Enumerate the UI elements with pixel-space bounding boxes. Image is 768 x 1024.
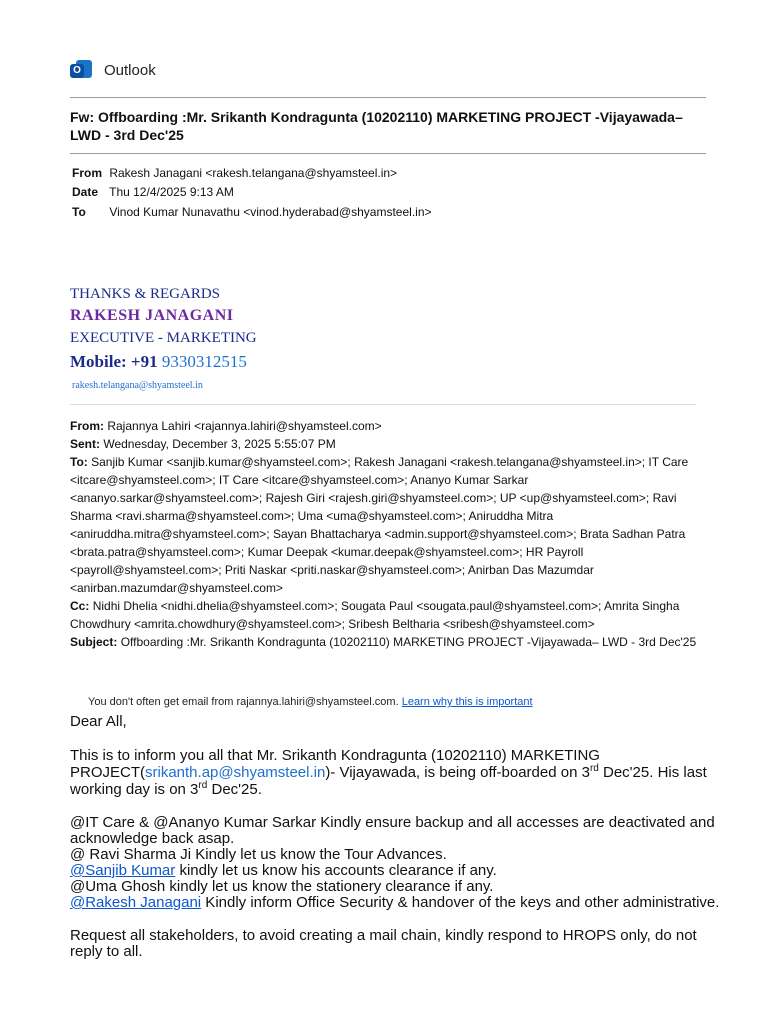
external-sender-warning: [88, 696, 533, 708]
body-line-uma: @Uma Ghosh kindly let us know the stationery clearance if any.: [70, 878, 494, 895]
signature-name: RAKESH JANAGANI: [70, 307, 234, 324]
warning-text: You don't often get email from rajannya.lahiri@shyamsteel.com.: [88, 696, 399, 708]
mention-sanjib-kumar[interactable]: @Sanjib Kumar: [70, 862, 176, 879]
divider: [70, 97, 706, 98]
body-text: Kindly inform Office Security & handover of the keys and other administrative.: [201, 894, 720, 911]
fwd-subject-label: Subject:: [70, 635, 118, 649]
body-line-rakesh: [70, 895, 720, 911]
signature-email-link[interactable]: rakesh.telangana@shyamsteel.in: [72, 380, 203, 391]
fwd-to: Sanjib Kumar <sanjib.kumar@shyamsteel.com>; Rakesh Janagani <rakesh.telangana@shyamsteel.in>; IT Care <itcare@shyamsteel.com>; IT Care <itcare@shyamsteel.com>; Ananyo Kumar Sarkar <ananyo.sarkar@shyamsteel.com>; Rajesh Giri <rajesh.giri@shyamsteel.com>; UP <up@shyamsteel.com>; Ravi Sharma <ravi.sharma@shyamsteel.com>; Uma <uma@shyamsteel.com>; Aniruddha Mitra <aniruddha.mitra@shyamsteel.com>; Sayan Bhattacharya <admin.support@shyamsteel.com>; Brata Sadhan Patra <brata.patra@shyamsteel.com>; Kumar Deepak <kumar.deepak@shyamsteel.com>; HR Payroll <payroll@shyamsteel.com>; Priti Naskar <priti.naskar@shyamsteel.com>; Anirban Das Mazumdar <anirban.mazumdar@shyamsteel.com>: [70, 455, 689, 595]
fwd-sent: Wednesday, December 3, 2025 5:55:07 PM: [103, 437, 336, 451]
app-header: [70, 58, 156, 82]
to-row: [72, 204, 432, 220]
body-text: Dec'25. His last working day is on 3: [70, 764, 707, 798]
to-value[interactable]: Vinod Kumar Nunavathu <vinod.hyderabad@shyamsteel.in>: [109, 205, 432, 219]
body-line-it-care: @IT Care & @Ananyo Kumar Sarkar Kindly ensure backup and all accesses are deactivated and acknowledge back asap.: [70, 814, 715, 847]
mobile-number-link[interactable]: 9330312515: [161, 352, 247, 371]
closing-paragraph: Request all stakeholders, to avoid creating a mail chain, kindly respond to HROPS only, do not reply to all.: [70, 927, 697, 960]
signature-mobile: [70, 352, 247, 372]
email-subject: Fw: Offboarding :Mr. Srikanth Kondragunta (10202110) MARKETING PROJECT -Vijayawada– LWD - 3rd Dec'25: [70, 109, 683, 143]
superscript: rd: [589, 763, 599, 774]
fwd-from-label: From:: [70, 419, 104, 433]
outlook-logo-icon: O: [70, 58, 94, 82]
body-text: kindly let us know his accounts clearance if any.: [175, 862, 497, 879]
greeting: Dear All,: [70, 713, 127, 730]
to-label: To: [72, 205, 86, 219]
body-text: )- Vijayawada, is being off-boarded on 3: [325, 764, 590, 781]
body-line-sanjib: [70, 863, 720, 879]
fwd-subject: Offboarding :Mr. Srikanth Kondragunta (10202110) MARKETING PROJECT -Vijayawada– LWD - 3rd Dec'25: [120, 635, 697, 649]
email-body: [70, 714, 720, 960]
fwd-cc: Nidhi Dhelia <nidhi.dhelia@shyamsteel.com>; Sougata Paul <sougata.paul@shyamsteel.com>; Amrita Singha Chowdhury <amrita.chowdhury@shyamsteel.com>; Sribesh Beltharia <sribesh@shyamsteel.com>: [70, 599, 680, 631]
superscript: rd: [198, 780, 208, 791]
body-paragraph-1: [70, 747, 720, 798]
from-value[interactable]: Rakesh Janagani <rakesh.telangana@shyamsteel.in>: [109, 166, 398, 180]
srikanth-email-link[interactable]: srikanth.ap@shyamsteel.in: [145, 764, 326, 781]
divider: [70, 153, 706, 154]
body-text: This is to inform you all that Mr. Srikanth Kondragunta (10202110) MARKETING PROJECT(: [70, 747, 600, 781]
fwd-to-label: To:: [70, 455, 88, 469]
app-name: Outlook: [104, 61, 156, 79]
forwarded-header: [70, 417, 700, 651]
fwd-sent-label: Sent:: [70, 437, 100, 451]
learn-why-link[interactable]: Learn why this is important: [401, 696, 533, 708]
mention-rakesh-janagani[interactable]: @Rakesh Janagani: [70, 894, 202, 911]
date-row: [72, 184, 234, 200]
date-label: Date: [72, 185, 99, 199]
fwd-from: Rajannya Lahiri <rajannya.lahiri@shyamsteel.com>: [107, 419, 382, 433]
signature-regards: THANKS & REGARDS: [70, 286, 221, 302]
mobile-label: Mobile: +91: [70, 352, 158, 371]
fwd-cc-label: Cc:: [70, 599, 90, 613]
body-line-ravi: @ Ravi Sharma Ji Kindly let us know the Tour Advances.: [70, 846, 447, 863]
divider: [70, 404, 696, 405]
body-text: Dec'25.: [207, 781, 262, 798]
from-row: [72, 165, 397, 181]
from-label: From: [72, 166, 102, 180]
signature-title: EXECUTIVE - MARKETING: [70, 330, 257, 346]
date-value: Thu 12/4/2025 9:13 AM: [109, 185, 234, 199]
